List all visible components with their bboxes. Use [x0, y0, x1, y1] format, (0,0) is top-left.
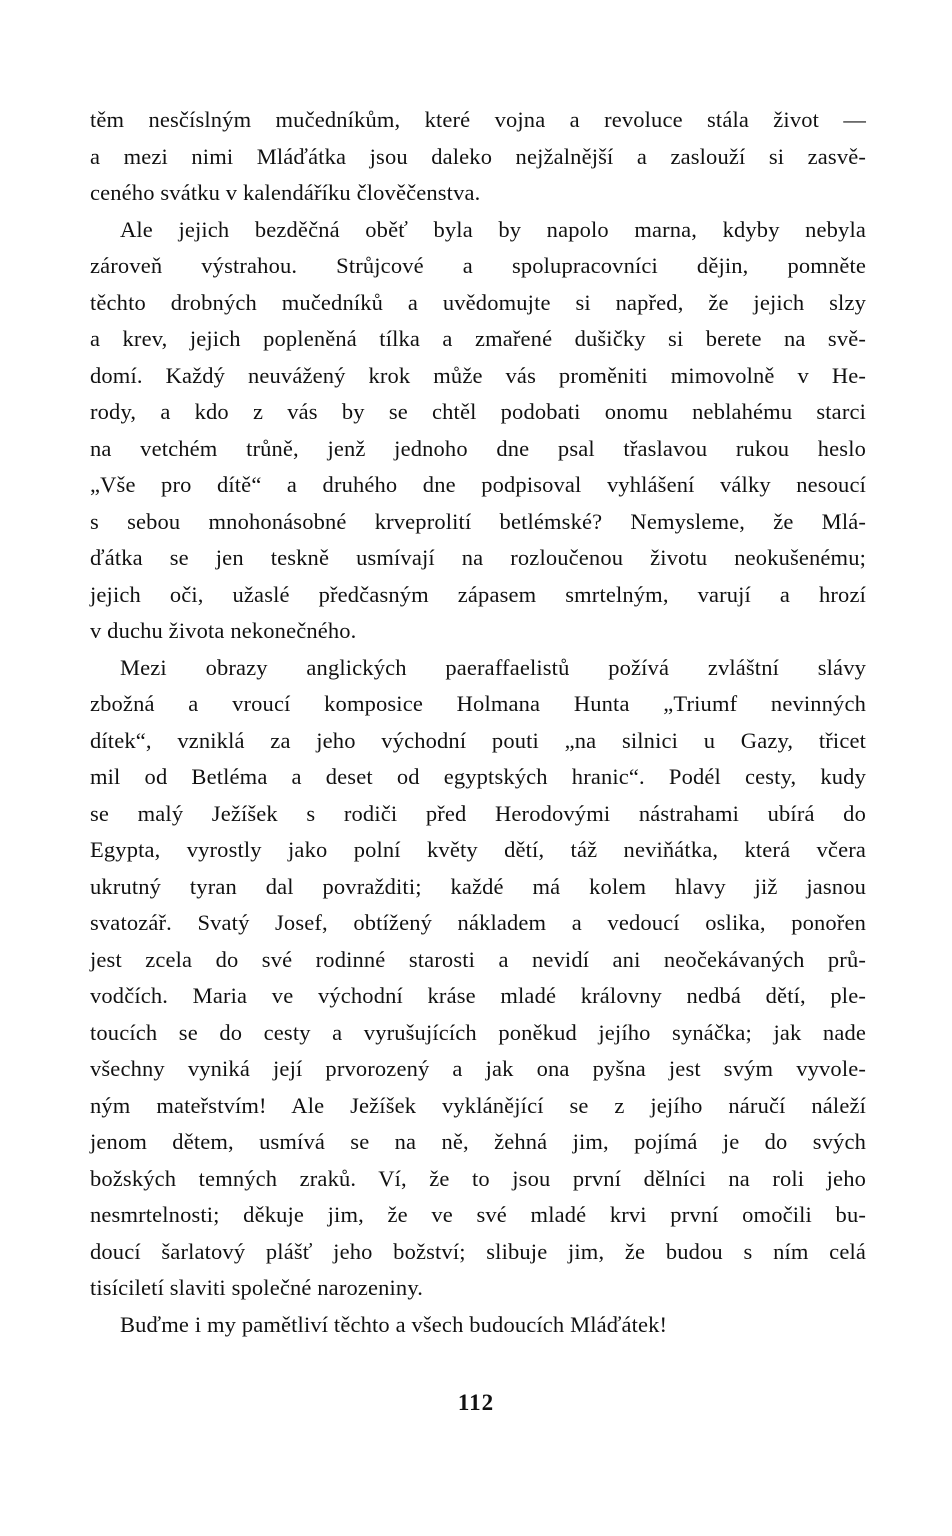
text-line: těchto drobných mučedníků a uvědomujte si napřed, že jejich slzy: [90, 289, 866, 315]
text-line: božských temných zraků. Ví, že to jsou první dělníci na roli jeho: [90, 1165, 866, 1191]
text-line: ceného svátku v kalendáříku člověčenstva.: [90, 180, 481, 205]
text-line: a krev, jejich popleněná tílka a zmařené dušičky si berete na svě-: [90, 326, 866, 351]
text-line: v duchu života nekonečného.: [90, 618, 357, 643]
text-line: Ale jejich bezděčná oběť byla by napolo marna, kdyby nebyla: [120, 216, 866, 242]
text-line: se malý Ježíšek s rodiči před Herodovými nástrahami ubírá do: [90, 800, 866, 826]
text-line: jenom dětem, usmívá se na ně, žehná jim, pojímá je do svých: [90, 1129, 866, 1154]
text-line: jejich oči, užaslé předčasným zápasem smrtelným, varují a hrozí: [90, 581, 866, 607]
body-text: [90, 102, 866, 1343]
text-line: ukrutný tyran dal povražditi; každé má kolem hlavy již jasnou: [90, 873, 866, 899]
text-line: Egypta, vyrostly jako polní květy dětí, táž neviňátka, která včera: [90, 837, 866, 862]
text-line: domí. Každý neuvážený krok může vás proměniti mimovolně v He-: [90, 362, 866, 388]
text-line: a mezi nimi Mláďátka jsou daleko nejžalnější a zaslouží si zasvě-: [90, 143, 866, 169]
page-number: 112: [457, 1390, 495, 1415]
text-line: ďátka se jen teskně usmívají na rozloučenou životu neokušenému;: [90, 545, 866, 570]
text-line: ným mateřstvím! Ale Ježíšek vyklánějící se z jejího náručí náleží: [90, 1092, 866, 1118]
text-line: s sebou mnohonásobné krveprolití betlémské? Nemysleme, že Mlá-: [90, 508, 866, 534]
text-line: zbožná a vroucí komposice Holmana Hunta „Triumf nevinných: [90, 691, 866, 716]
text-line: na vetchém trůně, jenž jednoho dne psal třaslavou rukou heslo: [90, 435, 866, 461]
text-line: rody, a kdo z vás by se chtěl podobati onomu neblahému starci: [90, 399, 866, 424]
text-line: tisíciletí slaviti společné narozeniny.: [90, 1275, 424, 1300]
text-line: těm nesčíslným mučedníkům, které vojna a revoluce stála život —: [90, 107, 866, 132]
text-line: všechny vyniká její prvorozený a jak ona pyšna jest svým vyvole-: [90, 1056, 866, 1081]
text-line: nesmrtelnosti; děkuje jim, že ve své mladé krvi první omočili bu-: [90, 1202, 866, 1227]
text-line: svatozář. Svatý Josef, obtížený nákladem a vedoucí oslika, ponořen: [90, 910, 866, 935]
text-line: doucí šarlatový plášť jeho božství; slibuje jim, že budou s ním celá: [90, 1238, 866, 1264]
text-line: zároveň výstrahou. Strůjcové a spolupracovníci dějin, pomněte: [90, 253, 866, 278]
text-line: „Vše pro dítě“ a druhého dne podpisoval vyhlášení války nesoucí: [90, 472, 866, 497]
text-line: toucích se do cesty a vyrušujících poněkud jejího synáčka; jak nade: [90, 1019, 866, 1045]
text-line: vodčích. Maria ve východní kráse mladé královny nedbá dětí, ple-: [90, 983, 866, 1008]
text-line: Buďme i my pamětliví těchto a všech budoucích Mláďátek!: [120, 1311, 668, 1337]
text-line: Mezi obrazy anglických paeraffaelistů požívá zvláštní slávy: [120, 654, 866, 680]
text-line: mil od Betléma a deset od egyptských hranic“. Podél cesty, kudy: [90, 764, 866, 789]
text-line: dítek“, vzniklá za jeho východní pouti „na silnici u Gazy, třicet: [90, 727, 866, 753]
text-line: jest zcela do své rodinné starosti a nevidí ani neočekávaných prů-: [90, 946, 866, 972]
